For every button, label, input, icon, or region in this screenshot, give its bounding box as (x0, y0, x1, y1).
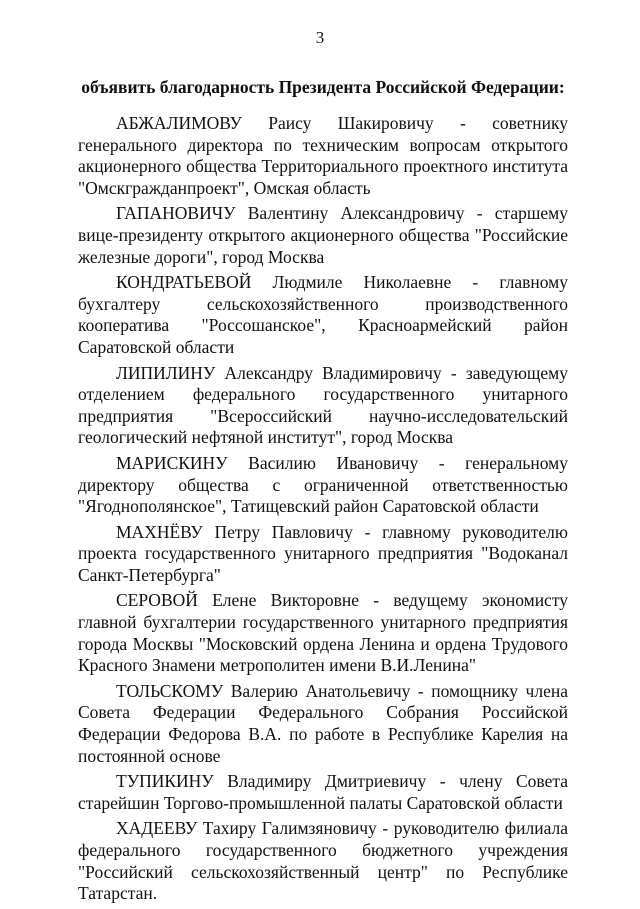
list-item: СЕРОВОЙ Елене Викторовне - ведущему экономисту главной бухгалтерии государственного унитарного предприятия города Москвы "Московский ордена Ленина и ордена Трудового Красного Знамени метрополитен имени В.И.Ленина" (78, 590, 568, 676)
page-number: 3 (315, 28, 325, 47)
award-list (78, 113, 568, 909)
list-item: ТОЛЬСКОМУ Валерию Анатольевичу - помощнику члена Совета Федерации Федерального Собрания Российской Федерации Федорова В.А. по работе в Республике Карелия на постоянной основе (78, 680, 568, 766)
list-item: МАРИСКИНУ Василию Ивановичу - генеральному директору общества с ограниченной ответственностью "Ягоднополянское", Татищевский район Саратовской области (78, 452, 568, 517)
list-item: КОНДРАТЬЕВОЙ Людмиле Николаевне - главному бухгалтеру сельскохозяйственного производственного кооператива "Россошанское", Красноармейский район Саратовской области (78, 272, 568, 357)
list-item: ГАПАНОВИЧУ Валентину Александровичу - старшему вице-президенту открытого акционерного общества "Российские железные дороги", город Москва (78, 203, 568, 267)
list-item: ХАДЕЕВУ Тахиру Галимзяновичу - руководителю филиала федерального государственного бюджетного учреждения "Российский сельскохозяйственный центр" по Республике Татарстан. (78, 818, 568, 904)
list-item: МАХНЁВУ Петру Павловичу - главному руководителю проекта государственного унитарного предприятия "Водоканал Санкт-Петербурга" (78, 521, 568, 585)
list-item: АБЖАЛИМОВУ Раису Шакировичу - советнику генерального директора по техническим вопросам открытого акционерного общества Территориального проектного института "Омскгражданпроект", Омская область (78, 113, 568, 198)
list-item: ТУПИКИНУ Владимиру Дмитриевичу - члену Совета старейшин Торгово-промышленной палаты Саратовской области (78, 771, 568, 813)
decree-heading: объявить благодарность Президента Российской Федерации: (81, 77, 565, 97)
list-item: ЛИПИЛИНУ Александру Владимировичу - заведующему отделением федерального государственного унитарного предприятия "Всероссийский научно-исследовательский геологический нефтяной институт", город Москва (78, 362, 568, 448)
